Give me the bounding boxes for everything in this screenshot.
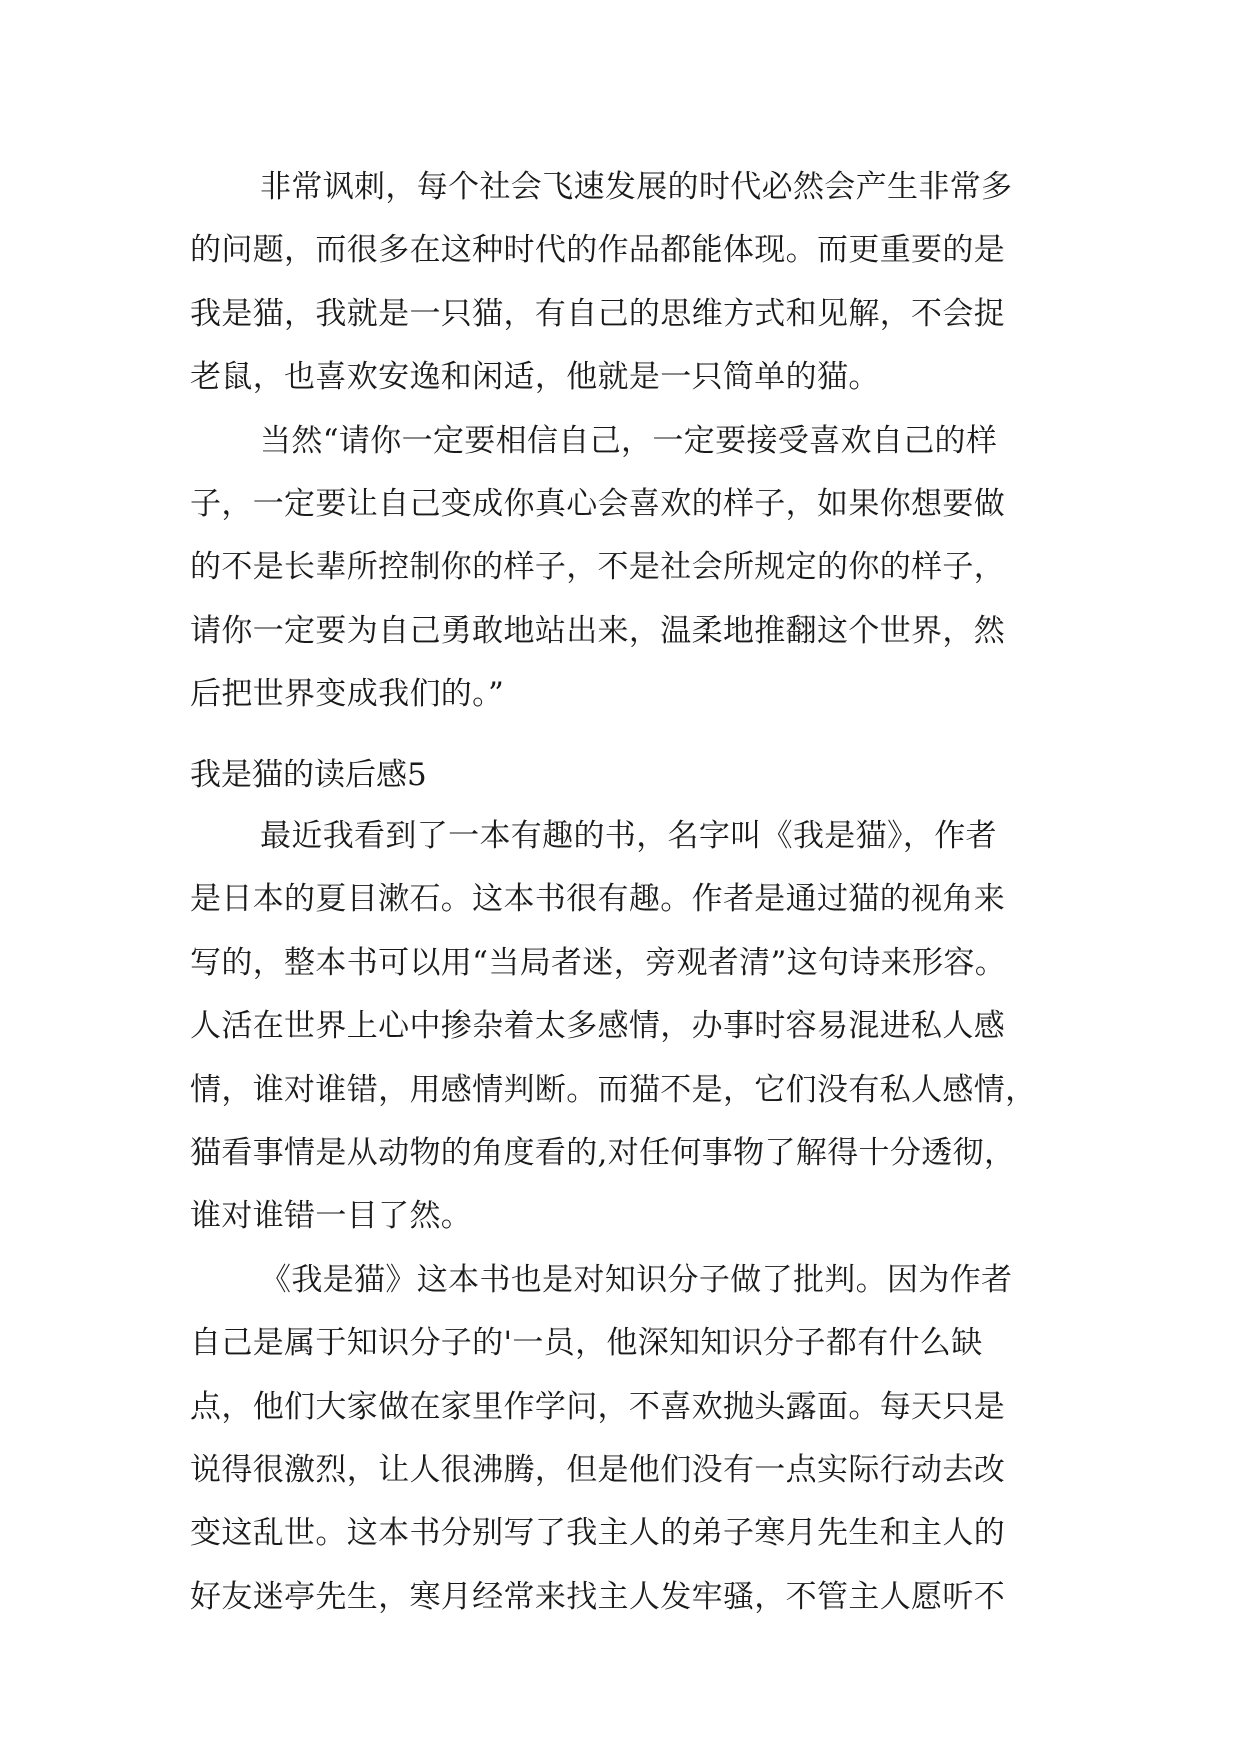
paragraph-line: 非常讽刺，每个社会飞速发展的时代必然会产生非常多 — [260, 169, 1013, 205]
text-block-2 — [190, 805, 1050, 1629]
paragraph-line: 说得很激烈，让人很沸腾，但是他们没有一点实际行动去改 — [190, 1451, 1006, 1488]
paragraph-line: 情，谁对谁错，用感情判断。而猫不是，它们没有私人感情， — [190, 1071, 1037, 1108]
paragraph-line: 人活在世界上心中掺杂着太多感情，办事时容易混进私人感 — [190, 1008, 1006, 1045]
text-block-1 — [190, 156, 1050, 727]
paragraph-line: 猫看事情是从动物的角度看的,对任何事物了解得十分透彻， — [190, 1134, 1016, 1171]
paragraph-line: 写的，整本书可以用“当局者迷，旁观者清”这句诗来形容。 — [190, 944, 1007, 981]
paragraph-line: 最近我看到了一本有趣的书，名字叫《我是猫》，作者 — [260, 818, 997, 854]
paragraph-line: 我是猫，我就是一只猫，有自己的思维方式和见解，不会捉 — [190, 295, 1006, 332]
paragraph-line: 《我是猫》这本书也是对知识分子做了批判。因为作者 — [260, 1261, 1013, 1298]
paragraph-line: 当然“请你一定要相信自己，一定要接受喜欢自己的样 — [260, 422, 998, 459]
paragraph-line: 老鼠，也喜欢安逸和闲适，他就是一只简单的猫。 — [190, 359, 880, 396]
paragraph-line: 变这乱世。这本书分别写了我主人的弟子寒月先生和主人的 — [190, 1515, 1006, 1552]
paragraph-line: 请你一定要为自己勇敢地站出来，温柔地推翻这个世界，然 — [190, 612, 1006, 649]
paragraph-line: 谁对谁错一目了然。 — [190, 1198, 473, 1235]
paragraph-line: 自己是属于知识分子的'一员，他深知知识分子都有什么缺 — [190, 1325, 983, 1362]
paragraph-line: 的不是长辈所控制你的样子，不是社会所规定的你的样子， — [190, 549, 1006, 586]
paragraph-line: 子，一定要让自己变成你真心会喜欢的样子，如果你想要做 — [190, 485, 1006, 522]
section-heading: 我是猫的读后感5 — [190, 757, 427, 793]
paragraph-line: 点，他们大家做在家里作学问，不喜欢抛头露面。每天只是 — [190, 1388, 1006, 1425]
paragraph-line: 的问题，而很多在这种时代的作品都能体现。而更重要的是 — [190, 232, 1006, 269]
paragraph-line: 是日本的夏目漱石。这本书很有趣。作者是通过猫的视角来 — [190, 881, 1006, 918]
paragraph-line: 好友迷亭先生，寒月经常来找主人发牢骚，不管主人愿听不 — [190, 1578, 1006, 1615]
paragraph-line: 后把世界变成我们的。” — [190, 676, 505, 713]
